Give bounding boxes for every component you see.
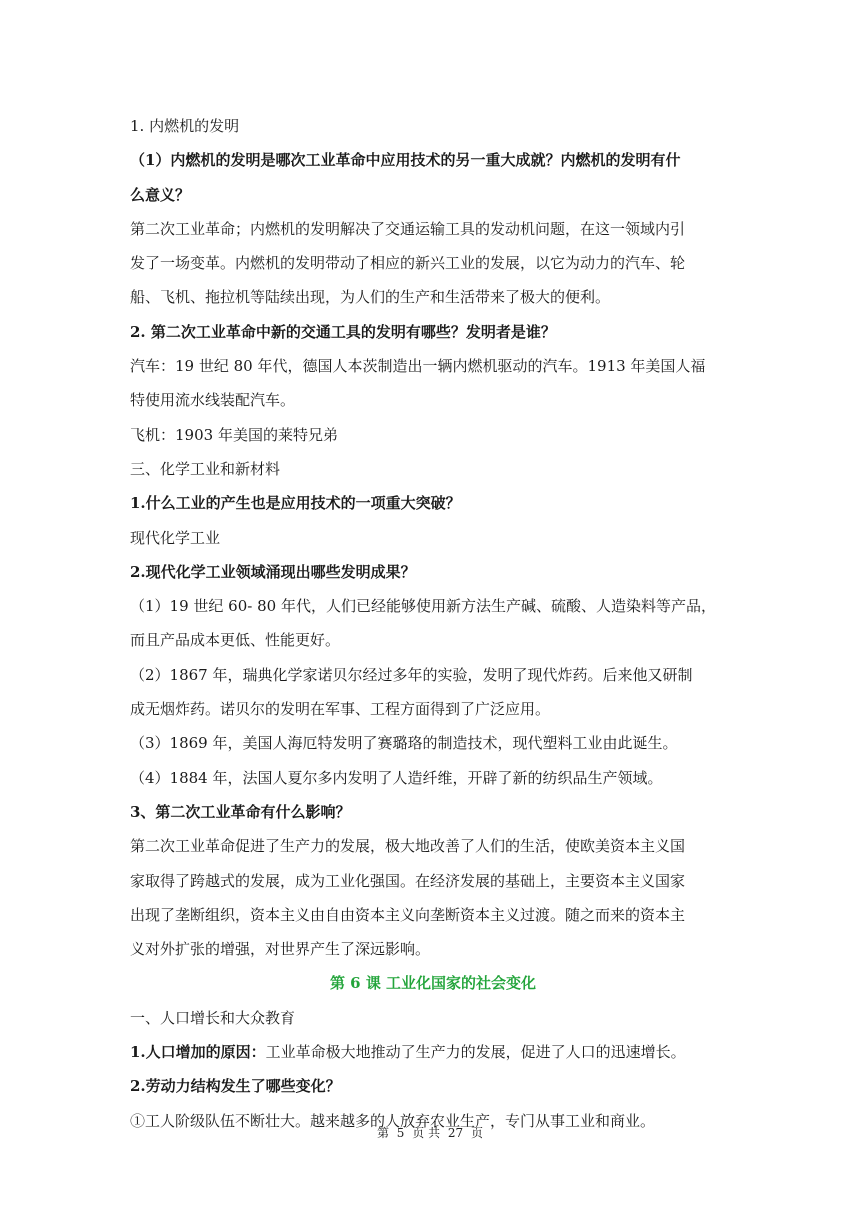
question-heading: 2. 第二次工业革命中新的交通工具的发明有哪些？发明者是谁？ <box>130 322 556 341</box>
text-line: 义对外扩张的增强，对世界产生了深远影响。 <box>130 940 431 959</box>
footer-middle: 页 共 <box>412 1126 441 1140</box>
footer-page-number: 5 <box>396 1126 405 1140</box>
footer-prefix: 第 <box>376 1126 389 1140</box>
text-line: 汽车：19 世纪 80 年代，德国人本茨制造出一辆内燃机驱动的汽车。1913 年美国人福 <box>130 357 706 376</box>
page-footer <box>0 1124 860 1141</box>
text-line: 飞机：1903 年美国的莱特兄弟 <box>130 425 338 444</box>
text-line: 成无烟炸药。诺贝尔的发明在军事、工程方面得到了广泛应用。 <box>130 700 551 719</box>
text-line: 出现了垄断组织，资本主义由自由资本主义向垄断资本主义过渡。随之而来的资本主 <box>130 905 686 924</box>
text-line: （3）1869 年，美国人海厄特发明了赛璐珞的制造技术，现代塑料工业由此诞生。 <box>130 734 678 753</box>
text-line: 一、人口增长和大众教育 <box>130 1008 296 1027</box>
text-line: 特使用流水线装配汽车。 <box>130 391 296 410</box>
text-line: 发了一场变革。内燃机的发明带动了相应的新兴工业的发展，以它为动力的汽车、轮 <box>130 254 686 273</box>
text-line: 第二次工业革命促进了生产力的发展，极大地改善了人们的生活，使欧美资本主义国 <box>130 837 686 856</box>
question-heading: 3、第二次工业革命有什么影响？ <box>130 802 351 821</box>
text-line: 家取得了跨越式的发展，成为工业化强国。在经济发展的基础上，主要资本主义国家 <box>130 871 686 890</box>
text-line: 三、化学工业和新材料 <box>130 459 281 478</box>
text-line: （4）1884 年，法国人夏尔多内发明了人造纤维，开辟了新的纺织品生产领域。 <box>130 768 663 787</box>
text-line: ①工人阶级队伍不断壮大。越来越多的人放弃农业生产，专门从事工业和商业。 <box>130 1111 656 1130</box>
text-line: 现代化学工业 <box>130 528 221 547</box>
text-line: 而且产品成本更低、性能更好。 <box>130 631 341 650</box>
question-heading: （1）内燃机的发明是哪次工业革命中应用技术的另一重大成就？内燃机的发明有什 <box>130 151 681 170</box>
line-bold-part: 1.人口增加的原因： <box>130 1043 266 1062</box>
question-heading: 2.现代化学工业领域涌现出哪些发明成果？ <box>130 562 416 581</box>
footer-suffix: 页 <box>471 1126 484 1140</box>
text-line <box>130 1035 736 1069</box>
text-line: 船、飞机、拖拉机等陆续出现，为人们的生产和生活带来了极大的便利。 <box>130 288 611 307</box>
line-normal-part: 工业革命极大地推动了生产力的发展，促进了人口的迅速增长。 <box>265 1043 686 1062</box>
text-line: 第二次工业革命；内燃机的发明解决了交通运输工具的发动机问题，在这一领域内引 <box>130 219 686 238</box>
lesson-title: 第 6 课 工业化国家的社会变化 <box>329 974 537 993</box>
question-heading: 2.劳动力结构发生了哪些变化？ <box>130 1077 341 1096</box>
text-line: （2）1867 年，瑞典化学家诺贝尔经过多年的实验，发明了现代炸药。后来他又研制 <box>130 665 693 684</box>
question-heading: 1.什么工业的产生也是应用技术的一项重大突破？ <box>130 494 461 513</box>
text-line: （1）19 世纪 60- 80 年代，人们已经能够使用新方法生产碱、硫酸、人造染料等产品， <box>130 597 716 616</box>
question-heading: 么意义？ <box>130 185 191 204</box>
footer-total-pages: 27 <box>447 1126 464 1140</box>
text-line: 1. 内燃机的发明 <box>130 117 240 135</box>
document-body <box>130 109 736 1138</box>
